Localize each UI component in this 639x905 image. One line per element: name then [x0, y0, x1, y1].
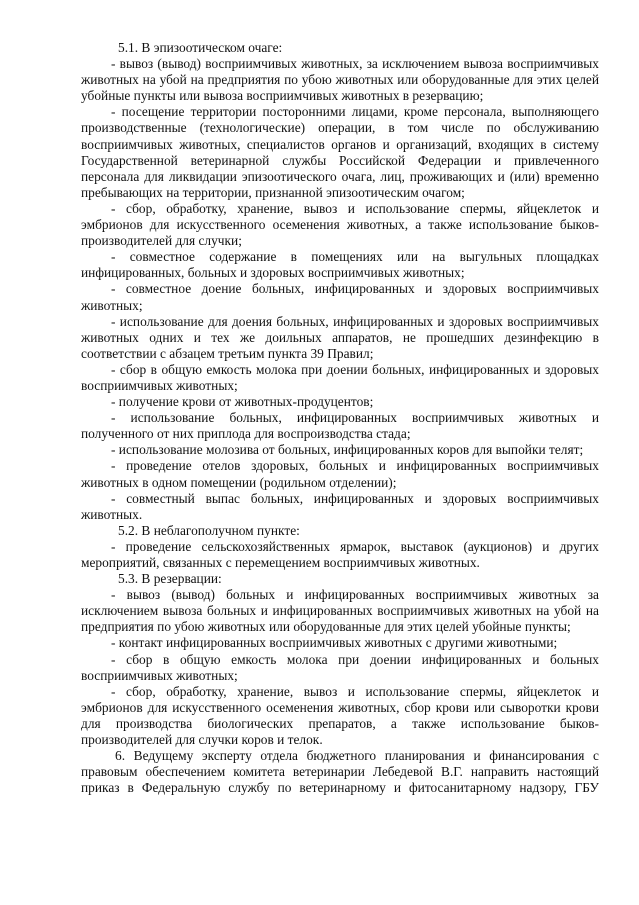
paragraph-6: 6. Ведущему эксперту отдела бюджетного планирования и финансирования с правовым обеспечением комитета ветеринарии Лебедевой В.Г. направить настоящий приказ в Федеральную службу по ветеринарному и фитосанитарному надзору, ГБУ — [81, 748, 599, 796]
section-heading-5-1: 5.1. В эпизоотическом очаге: — [118, 40, 283, 55]
list-item: - сбор в общую емкость молока при доении больных, инфицированных и здоровых восприимчивых животных; — [81, 361, 599, 393]
list-item: - проведение сельскохозяйственных ярмарок, выставок (аукционов) и других мероприятий, связанных с перемещением восприимчивых животных. — [81, 538, 599, 570]
list-item: - совместное содержание в помещениях или на выгульных площадках инфицированных, больных и здоровых восприимчивых животных; — [81, 249, 599, 281]
list-item: - контакт инфицированных восприимчивых животных с другими животными; — [111, 635, 558, 651]
list-item: - совместное доение больных, инфицированных и здоровых восприимчивых животных; — [81, 281, 599, 313]
list-item: - вывоз (вывод) восприимчивых животных, за исключением вывоза восприимчивых животных на убой на предприятия по убою животных или оборудованные для этих целей убойные пункты или вывоза восприимчивых животных в резервацию; — [81, 56, 599, 104]
list-item: - использование для доения больных, инфицированных и здоровых восприимчивых животных одних и тех же доильных аппаратов, не прошедших дезинфекцию в соответствии с абзацем третьим пункта 39 Правил; — [81, 313, 599, 361]
list-item: - сбор в общую емкость молока при доении инфицированных и больных восприимчивых животных; — [81, 651, 599, 683]
section-heading-5-3: 5.3. В резервации: — [118, 571, 222, 587]
list-item: - совместный выпас больных, инфицированных и здоровых восприимчивых животных. — [81, 490, 599, 522]
list-item: - проведение отелов здоровых, больных и инфицированных восприимчивых животных в одном помещении (родильном отделении); — [81, 458, 599, 490]
list-item: - посещение территории посторонними лицами, кроме персонала, выполняющего производственные (технологические) операции, в том числе по обслуживанию восприимчивых животных, специалистов органов и организаций, входящих в систему Государственной ветеринарной службы Российской Федерации и привлеченного персонала для ликвидации эпизоотического очага, лиц, проживающих и (или) временно пребывающих на территории, признанной эпизоотическим очагом; — [81, 104, 599, 200]
list-item: - сбор, обработку, хранение, вывоз и использование спермы, яйцеклеток и эмбрионов для искусственного осеменения животных, сбор крови или сыворотки крови для производства биологических препаратов, а также использование быков-производителей для случки коров и телок. — [81, 683, 599, 748]
list-item: - использование молозива от больных, инфицированных коров для выпойки телят; — [111, 442, 584, 458]
list-item: - использование больных, инфицированных восприимчивых животных и полученного от них приплода для воспроизводства стада; — [81, 410, 599, 442]
section-heading-5-2: 5.2. В неблагополучном пункте: — [118, 522, 300, 538]
list-item: - получение крови от животных-продуцентов; — [111, 394, 374, 410]
document-page — [81, 40, 599, 796]
list-item: - вывоз (вывод) больных и инфицированных восприимчивых животных за исключением вывоза больных и инфицированных восприимчивых животных на убой на предприятия по убою животных или оборудованные для этих целей убойные пункты; — [81, 587, 599, 635]
list-item: - сбор, обработку, хранение, вывоз и использование спермы, яйцеклеток и эмбрионов для искусственного осеменения животных, а также использование быков-производителей для случки; — [81, 200, 599, 249]
